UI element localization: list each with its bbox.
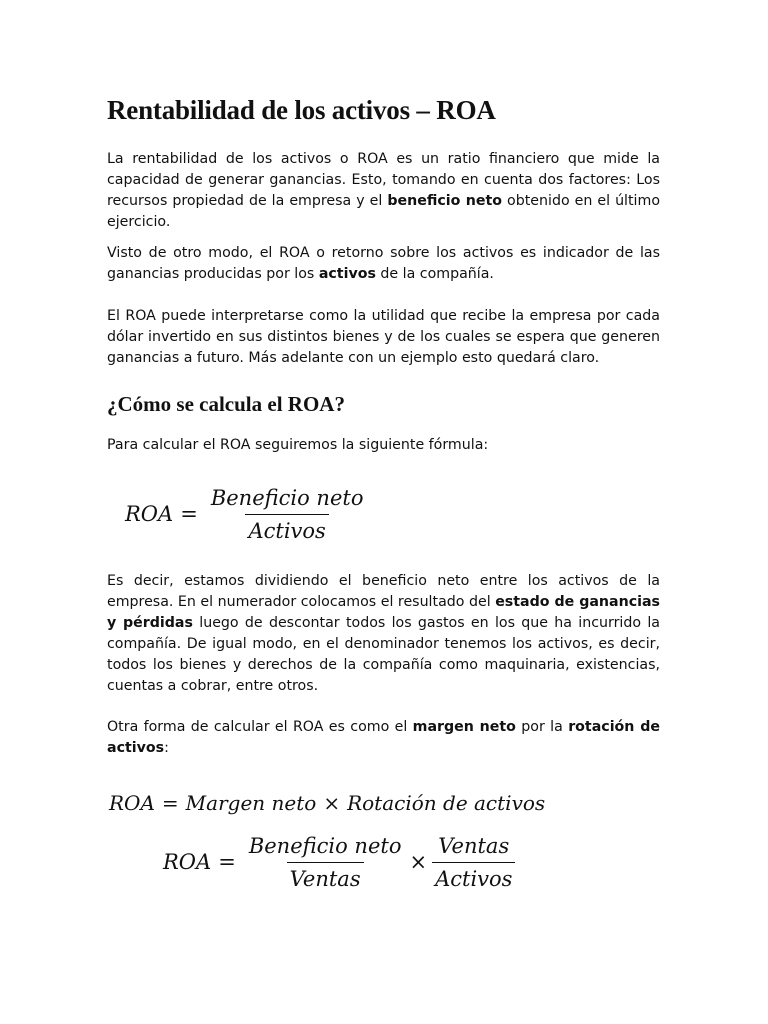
fraction-denominator: Activos (432, 862, 515, 892)
alternative-text: Otra forma de calcular el ROA es como el (107, 719, 413, 735)
definition-text: Visto de otro modo, el ROA o retorno sobre los activos es indicador de las ganancias producidas por los (107, 245, 660, 282)
times-sign: × (409, 850, 428, 874)
formula-lhs: ROA (109, 791, 155, 815)
margin-fraction (246, 833, 405, 892)
fraction-numerator: Beneficio neto (248, 834, 402, 858)
formula-fraction (208, 485, 367, 544)
formula-intro-paragraph: Para calcular el ROA seguiremos la siguiente fórmula: (107, 437, 489, 453)
equals-sign: = (218, 850, 236, 874)
alternative-bold-term-1: margen neto (412, 719, 516, 735)
roa-formula (125, 485, 369, 544)
rotation-fraction (432, 833, 515, 892)
definition-text-end: de la compañía. (375, 266, 494, 282)
times-sign: × (323, 791, 341, 815)
formula-term-margin: Margen neto (185, 791, 317, 815)
alternative-paragraph (107, 717, 660, 759)
alternative-text-mid: por la (515, 719, 569, 735)
intro-paragraph (107, 149, 660, 233)
alternative-bold-term-2: rotación de activos (107, 719, 660, 756)
fraction-denominator: Ventas (287, 862, 364, 892)
equals-sign: = (161, 791, 179, 815)
intro-text: La rentabilidad de los activos o ROA es un ratio financiero que mide la capacidad de generar ganancias. Esto, tomando en cuenta dos factores: Los recursos propiedad de la empresa y el (107, 151, 660, 209)
explanation-text: Es decir, estamos dividiendo el beneficio neto entre los activos de la empresa. En el numerador colocamos el resultado del (107, 573, 660, 610)
formula-term-rotation: Rotación de activos (347, 791, 546, 815)
section-heading: ¿Cómo se calcula el ROA? (107, 392, 345, 416)
alternative-text-end: : (164, 740, 169, 756)
explanation-bold-term: estado de ganancias y pérdidas (107, 594, 660, 631)
roa-product-formula (109, 790, 545, 816)
explanation-text-end: luego de descontar todos los gastos en los que ha incurrido la compañía. De igual modo, en el denominador tenemos los activos, es decir, todos los bienes y derechos de la compañía como maquinaria, existencias, cuentas a cobrar, entre otros. (107, 615, 661, 694)
fraction-denominator: Activos (245, 514, 328, 544)
intro-bold-term: beneficio neto (387, 193, 503, 209)
formula-lhs: ROA (125, 502, 174, 526)
formula-lhs: ROA (163, 850, 212, 874)
interpretation-paragraph: El ROA puede interpretarse como la utilidad que recibe la empresa por cada dólar invertido en sus distintos bienes y de los cuales se espera que generen ganancias a futuro. Más adelante con un ejemplo esto quedará claro. (107, 308, 660, 366)
page-title: Rentabilidad de los activos – ROA (107, 95, 496, 125)
explanation-paragraph (107, 571, 660, 697)
intro-text-end: obtenido en el último ejercicio. (107, 193, 661, 230)
definition-bold-term: activos (318, 266, 376, 282)
roa-expanded-formula (163, 833, 518, 892)
definition-paragraph (107, 243, 660, 285)
equals-sign: = (180, 502, 198, 526)
fraction-numerator: Ventas (438, 834, 510, 858)
fraction-numerator: Beneficio neto (210, 486, 364, 510)
